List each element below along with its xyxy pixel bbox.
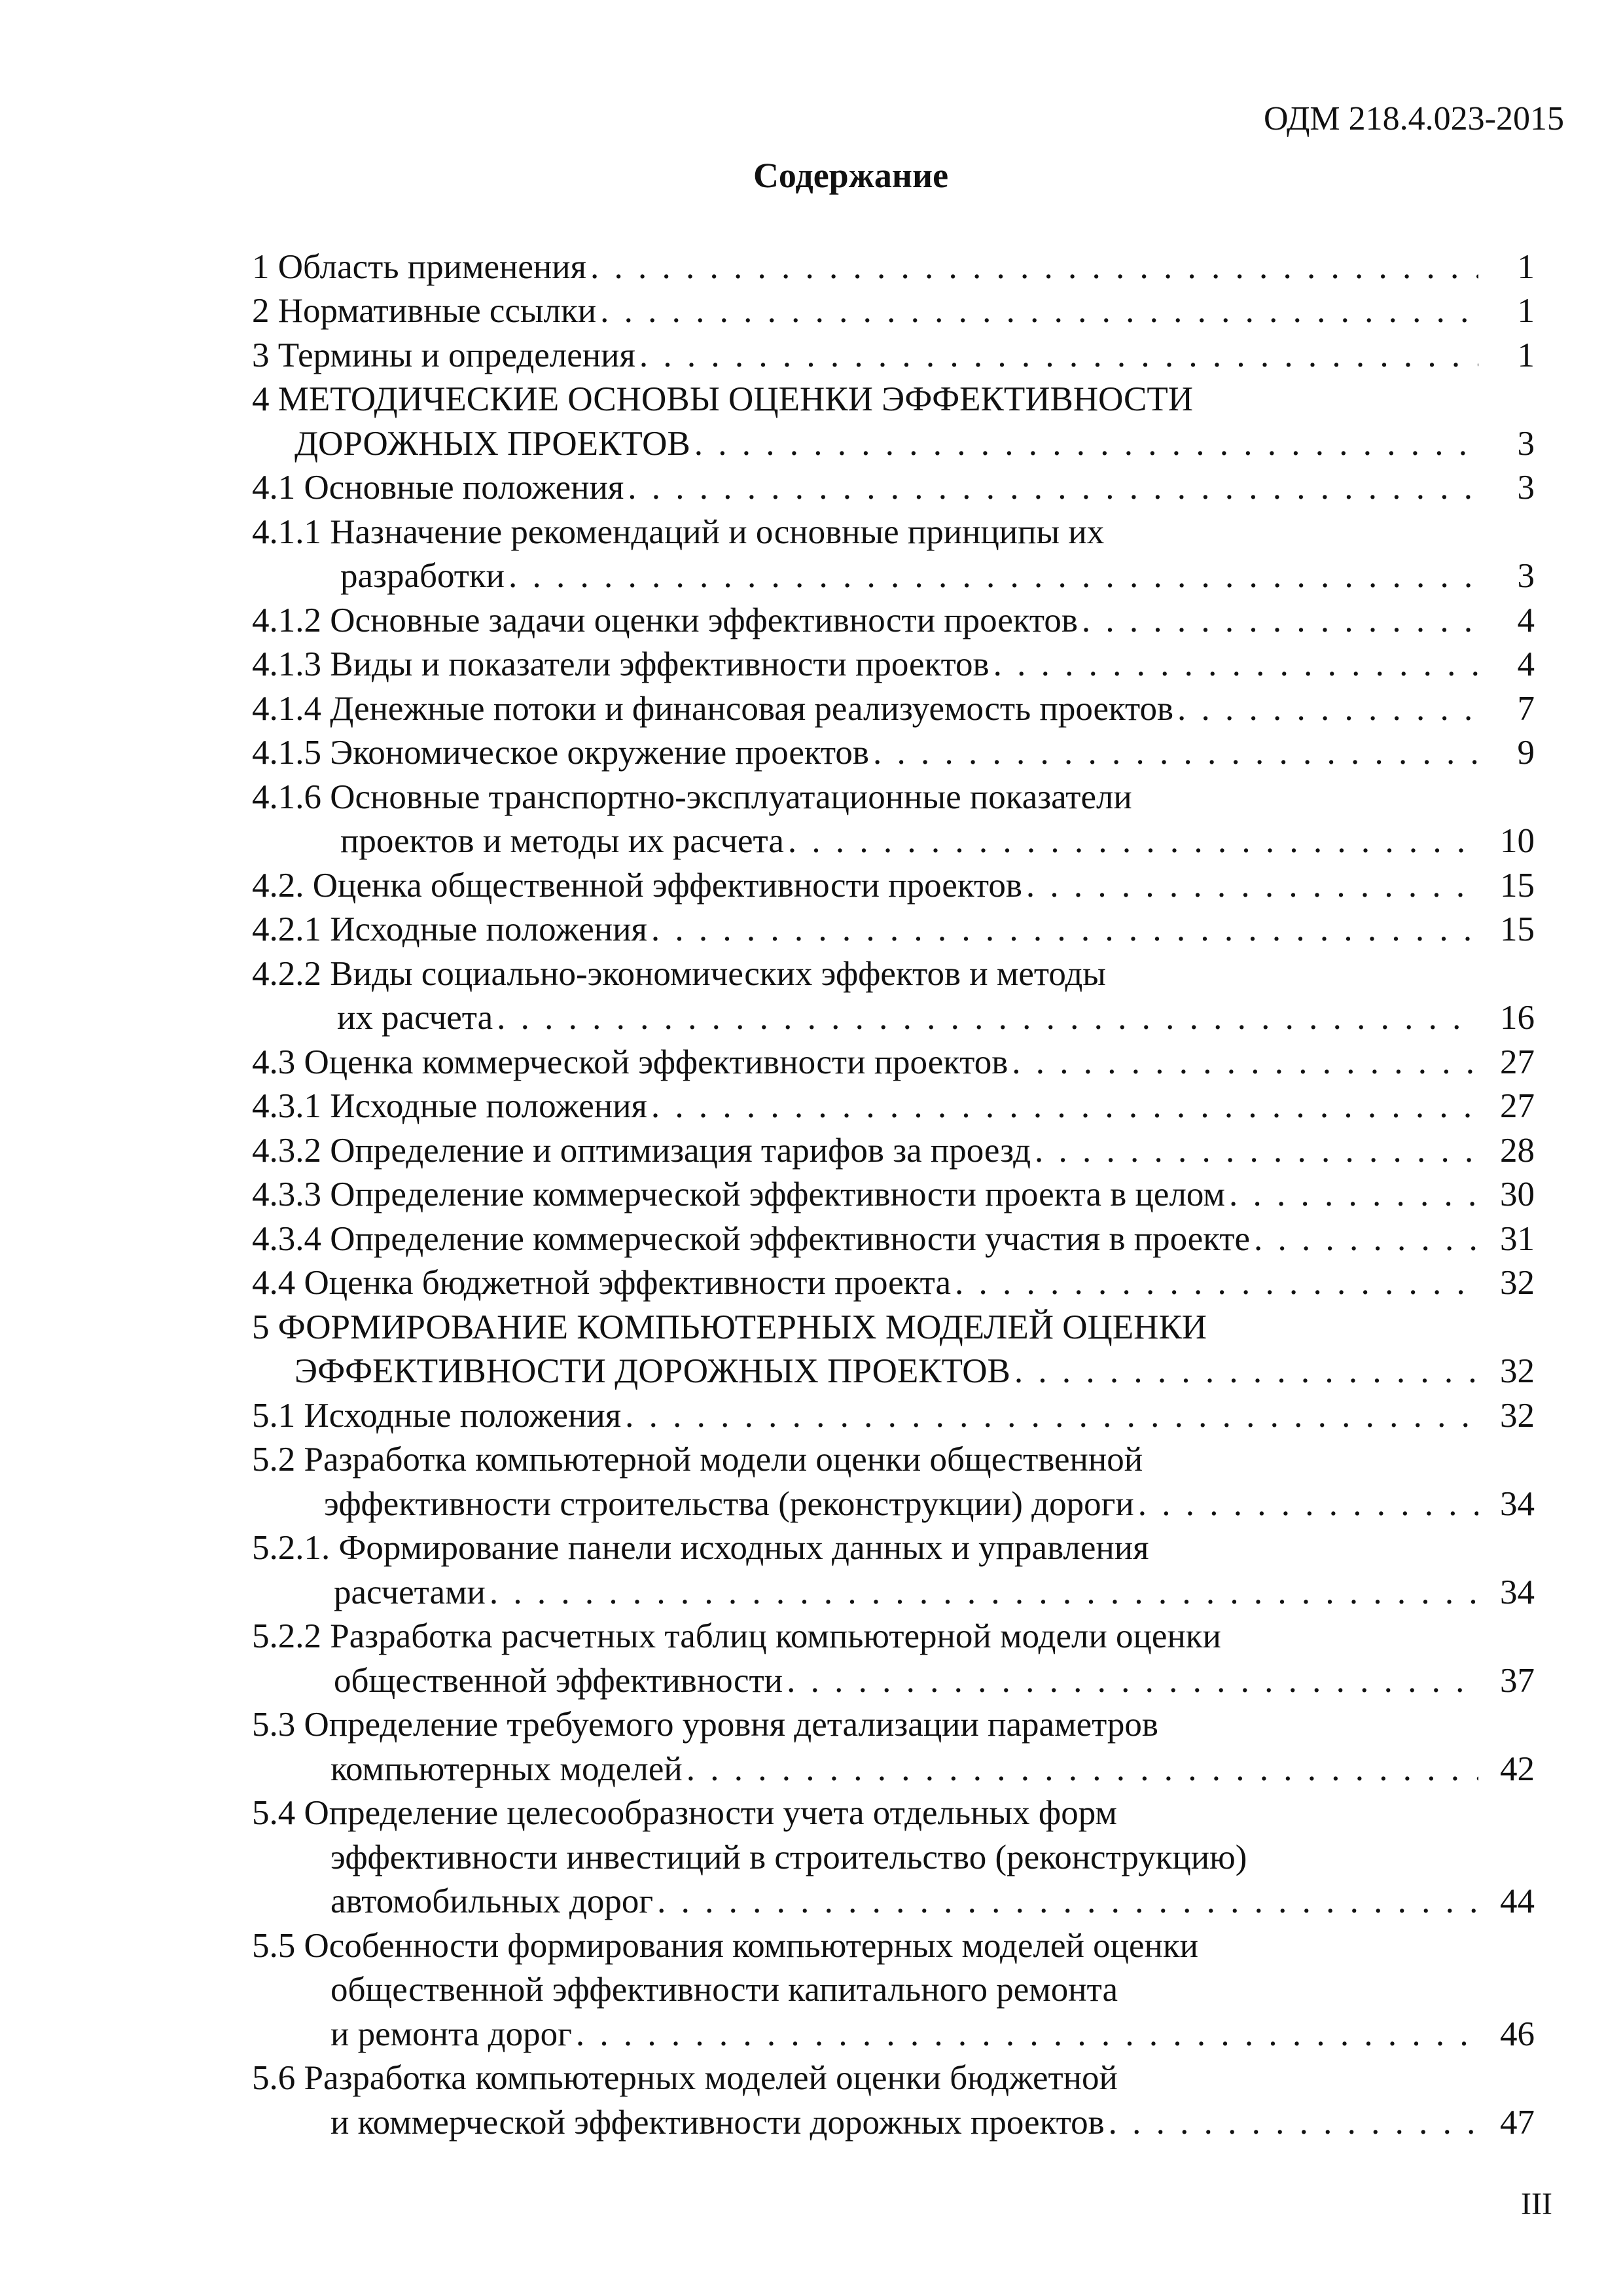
toc-entry-page: 10: [1500, 822, 1535, 860]
toc-dot-leader: [651, 1086, 1478, 1126]
toc-entry-title: 5 ФОРМИРОВАНИЕ КОМПЬЮТЕРНЫХ МОДЕЛЕЙ ОЦЕНКИ: [252, 1308, 1207, 1346]
toc-entry-title: 4.3.4 Определение коммерческой эффективности участия в проекте: [252, 1219, 1251, 1258]
toc-dot-leader: [590, 247, 1478, 287]
toc-dot-leader: [628, 468, 1478, 507]
toc-dot-leader: [788, 821, 1478, 861]
toc-dot-leader: [955, 1263, 1478, 1302]
toc-entry: [252, 1347, 1535, 1391]
toc-entry-title: 4.1.5 Экономическое окружение проектов: [252, 734, 869, 772]
toc-entry: [252, 2009, 1535, 2054]
toc-entry-page: 32: [1500, 1352, 1535, 1390]
toc-entry-title: и коммерческой эффективности дорожных проектов: [330, 2103, 1105, 2142]
toc-entry: [252, 419, 1535, 463]
toc-dot-leader: [687, 1749, 1478, 1789]
toc-entry: [252, 1877, 1535, 1922]
toc-entry-title: разработки: [340, 557, 505, 595]
toc-entry-title: 4 МЕТОДИЧЕСКИЕ ОСНОВЫ ОЦЕНКИ ЭФФЕКТИВНОСТИ: [252, 380, 1194, 418]
toc-entry: [252, 1435, 1535, 1480]
toc-entry-page: 32: [1500, 1396, 1535, 1435]
toc-entry-page: 47: [1500, 2103, 1535, 2142]
toc-dot-leader: [600, 291, 1478, 331]
toc-entry-page: 31: [1500, 1219, 1535, 1258]
toc-entry: [252, 905, 1535, 950]
toc-dot-leader: [1109, 2103, 1478, 2142]
toc-dot-leader: [651, 910, 1478, 949]
toc-entry-title: 1 Область применения: [252, 247, 587, 286]
toc-entry-page: 1: [1517, 292, 1535, 330]
toc-entry: [252, 463, 1535, 508]
toc-entry-page: 3: [1517, 469, 1535, 507]
toc-entry-title: 4.1.6 Основные транспортно-эксплуатационные показатели: [252, 778, 1132, 816]
toc-dot-leader: [1014, 1352, 1478, 1391]
toc-dot-leader: [508, 556, 1478, 596]
document-code: ОДМ 218.4.023-2015: [1264, 100, 1564, 137]
toc-entry: [252, 1744, 1535, 1789]
toc-entry: [252, 1259, 1535, 1303]
toc-entry-title: автомобильных дорог: [330, 1882, 654, 1920]
toc-entry-title: 2 Нормативные ссылки: [252, 292, 597, 330]
toc-entry: [252, 684, 1535, 728]
toc-entry-title: 5.2 Разработка компьютерной модели оценки общественной: [252, 1441, 1143, 1479]
toc-entry-page: 4: [1517, 645, 1535, 683]
toc-dot-leader: [490, 1573, 1478, 1612]
toc-entry: [252, 817, 1535, 861]
toc-entry: [252, 861, 1535, 905]
toc-entry-title: 4.3 Оценка коммерческой эффективности проектов: [252, 1043, 1008, 1081]
toc-dot-leader: [625, 1396, 1478, 1435]
toc-entry: [252, 1612, 1535, 1657]
toc-entry-page: 34: [1500, 1573, 1535, 1611]
toc-entry-page: 27: [1500, 1043, 1535, 1081]
toc-entry: [252, 2054, 1535, 2098]
toc-entry-page: 15: [1500, 866, 1535, 905]
toc-entry-title: 4.1.3 Виды и показатели эффективности проектов: [252, 645, 990, 683]
toc-entry-title: 4.3.2 Определение и оптимизация тарифов за проезд: [252, 1131, 1031, 1170]
page-number: III: [1521, 2187, 1552, 2221]
toc-entry-title: 4.3.3 Определение коммерческой эффективности проекта в целом: [252, 1175, 1225, 1213]
toc-entry-title: общественной эффективности капитального ремонта: [330, 1971, 1118, 2009]
toc-entry: [252, 1302, 1535, 1347]
toc-entry-title: 4.1.1 Назначение рекомендаций и основные принципы их: [252, 512, 1105, 551]
table-of-contents: [252, 242, 1535, 2142]
toc-entry-page: 27: [1500, 1087, 1535, 1125]
toc-dot-leader: [694, 424, 1478, 463]
toc-entry-title: компьютерных моделей: [330, 1749, 683, 1788]
toc-dot-leader: [1229, 1175, 1478, 1214]
toc-entry-title: расчетами: [334, 1573, 486, 1611]
toc-dot-leader: [639, 336, 1478, 375]
toc-entry: [252, 1656, 1535, 1700]
toc-entry: [252, 242, 1535, 287]
toc-entry-title: ЭФФЕКТИВНОСТИ ДОРОЖНЫХ ПРОЕКТОВ: [294, 1352, 1010, 1390]
toc-entry-page: 3: [1517, 557, 1535, 595]
toc-entry-page: 3: [1517, 424, 1535, 463]
toc-entry-title: 5.2.1. Формирование панели исходных данных и управления: [252, 1529, 1149, 1567]
toc-entry-title: 4.3.1 Исходные положения: [252, 1087, 647, 1125]
toc-entry: [252, 1700, 1535, 1745]
toc-entry-title: 4.2.2 Виды социально-экономических эффектов и методы: [252, 954, 1106, 993]
toc-entry-page: 7: [1517, 689, 1535, 728]
toc-entry-title: 4.4 Оценка бюджетной эффективности проекта: [252, 1264, 951, 1302]
toc-dot-leader: [1035, 1131, 1478, 1170]
toc-entry-title: 5.3 Определение требуемого уровня детализации параметров: [252, 1706, 1158, 1744]
toc-entry: [252, 640, 1535, 685]
toc-entry-page: 4: [1517, 601, 1535, 639]
toc-entry-title: 5.2.2 Разработка расчетных таблиц компьютерной модели оценки: [252, 1617, 1221, 1655]
toc-dot-leader: [1026, 866, 1478, 905]
toc-entry: [252, 1037, 1535, 1082]
toc-entry-title: эффективности строительства (реконструкции) дороги: [324, 1484, 1134, 1523]
toc-entry: [252, 1082, 1535, 1126]
toc-entry-title: 5.6 Разработка компьютерных моделей оценки бюджетной: [252, 2059, 1118, 2097]
toc-dot-leader: [1012, 1043, 1478, 1082]
toc-entry-page: 30: [1500, 1175, 1535, 1213]
toc-dot-leader: [1177, 689, 1478, 728]
toc-entry-page: 34: [1500, 1484, 1535, 1523]
toc-entry-page: 1: [1517, 336, 1535, 374]
toc-entry: [252, 375, 1535, 420]
page-title: Содержание: [753, 156, 949, 195]
toc-entry-title: проектов и методы их расчета: [340, 822, 784, 860]
toc-entry: [252, 1921, 1535, 1965]
toc-entry-title: 4.2. Оценка общественной эффективности проектов: [252, 866, 1022, 905]
toc-entry: [252, 1214, 1535, 1259]
toc-entry: [252, 949, 1535, 994]
toc-entry: [252, 1568, 1535, 1612]
toc-entry-title: эффективности инвестиций в строительство (реконструкцию): [330, 1838, 1247, 1876]
toc-dot-leader: [576, 2015, 1478, 2054]
toc-entry-page: 1: [1517, 247, 1535, 286]
toc-entry: [252, 728, 1535, 773]
toc-entry: [252, 2098, 1535, 2142]
toc-entry-page: 15: [1500, 910, 1535, 948]
toc-entry-page: 46: [1500, 2015, 1535, 2053]
toc-entry-title: 4.1.2 Основные задачи оценки эффективности проектов: [252, 601, 1078, 639]
toc-entry-page: 32: [1500, 1264, 1535, 1302]
toc-entry-title: общественной эффективности: [334, 1661, 783, 1700]
toc-dot-leader: [657, 1882, 1478, 1921]
toc-entry-title: 4.2.1 Исходные положения: [252, 910, 647, 948]
toc-dot-leader: [873, 733, 1478, 772]
toc-entry: [252, 552, 1535, 596]
toc-entry: [252, 287, 1535, 331]
toc-entry-title: 4.1 Основные положения: [252, 469, 624, 507]
toc-entry: [252, 596, 1535, 640]
toc-dot-leader: [1138, 1484, 1478, 1524]
toc-entry-title: и ремонта дорог: [330, 2015, 572, 2053]
toc-entry: [252, 1965, 1535, 2010]
toc-entry: [252, 1524, 1535, 1568]
toc-entry: [252, 331, 1535, 375]
toc-entry-page: 44: [1500, 1882, 1535, 1920]
toc-entry: [252, 507, 1535, 552]
toc-entry-title: 3 Термины и определения: [252, 336, 635, 374]
toc-entry: [252, 1170, 1535, 1215]
toc-entry-page: 42: [1500, 1749, 1535, 1788]
toc-entry: [252, 1391, 1535, 1435]
toc-entry-title: ДОРОЖНЫХ ПРОЕКТОВ: [294, 424, 690, 463]
toc-entry: [252, 1833, 1535, 1877]
toc-entry: [252, 772, 1535, 817]
toc-entry: [252, 1126, 1535, 1170]
toc-entry-title: 4.1.4 Денежные потоки и финансовая реализуемость проектов: [252, 689, 1174, 728]
toc-entry: [252, 1789, 1535, 1833]
toc-entry: [252, 994, 1535, 1038]
toc-entry-title: 5.5 Особенности формирования компьютерных моделей оценки: [252, 1926, 1198, 1965]
toc-dot-leader: [497, 998, 1478, 1037]
toc-dot-leader: [1082, 601, 1478, 640]
toc-entry-title: их расчета: [337, 999, 493, 1037]
toc-entry-page: 16: [1500, 999, 1535, 1037]
toc-dot-leader: [993, 645, 1478, 684]
toc-entry-title: 5.1 Исходные положения: [252, 1396, 622, 1435]
toc-entry-page: 37: [1500, 1661, 1535, 1700]
toc-entry-page: 9: [1517, 734, 1535, 772]
toc-entry: [252, 1479, 1535, 1524]
toc-dot-leader: [1254, 1219, 1478, 1259]
toc-entry-page: 28: [1500, 1131, 1535, 1170]
toc-entry-title: 5.4 Определение целесообразности учета отдельных форм: [252, 1794, 1117, 1832]
toc-dot-leader: [787, 1661, 1478, 1700]
